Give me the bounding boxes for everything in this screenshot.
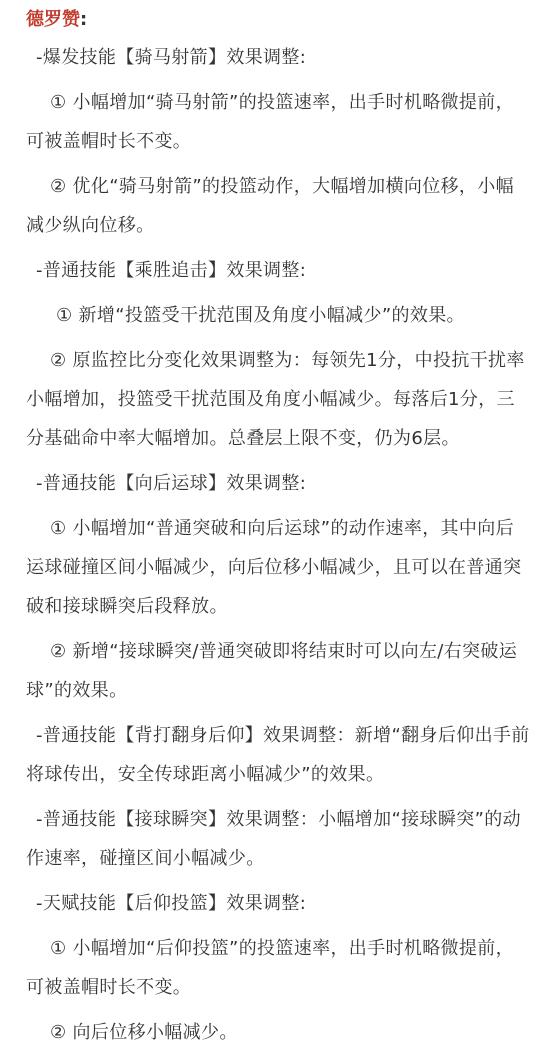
skill-heading-burst: -爆发技能【骑马射箭】效果调整:: [36, 47, 307, 68]
skill-heading-normal: -普通技能【接球瞬突】效果调整：小幅增加“接球瞬突”的动作速率，碰撞区间小幅减少。: [26, 809, 521, 869]
hero-heading-colon: :: [80, 9, 88, 30]
effect-item: ② 原监控比分变化效果调整为：每领先1分，中投抗干扰率小幅增加，投篮受干扰范围及角度小幅减少。每落后1分，三分基础命中率大幅增加。总叠层上限不变，仍为6层。: [26, 350, 525, 449]
effect-item: ② 优化“骑马射箭”的投篮动作，大幅增加横向位移，小幅减少纵向位移。: [26, 176, 514, 236]
skill-heading-talent: -天赋技能【后仰投篮】效果调整:: [36, 893, 307, 914]
skill-heading-normal: -普通技能【背打翻身后仰】效果调整：新增“翻身后仰出手前将球传出，安全传球距离小幅减少”的效果。: [26, 725, 530, 785]
effect-item: ① 小幅增加“后仰投篮”的投篮速率，出手时机略微提前，可被盖帽时长不变。: [26, 938, 514, 998]
effect-item: ① 新增“投篮受干扰范围及角度小幅减少”的效果。: [56, 305, 465, 326]
effect-item: ① 小幅增加“骑马射箭”的投篮速率，出手时机略微提前，可被盖帽时长不变。: [26, 92, 514, 152]
skill-heading-normal: -普通技能【乘胜追击】效果调整:: [36, 260, 307, 281]
skill-heading-normal: -普通技能【向后运球】效果调整:: [36, 473, 307, 494]
hero-name: 德罗赞: [26, 9, 80, 30]
effect-item: ② 新增“接球瞬突/普通突破即将结束时可以向左/右突破运球”的效果。: [26, 641, 518, 701]
hero-heading: [26, 3, 530, 37]
effect-item: ① 小幅增加“普通突破和向后运球”的动作速率，其中向后运球碰撞区间小幅减少，向后位移小幅减少，且可以在普通突破和接球瞬突后段释放。: [26, 518, 522, 617]
effect-item: ② 向后位移小幅减少。: [50, 1022, 238, 1043]
